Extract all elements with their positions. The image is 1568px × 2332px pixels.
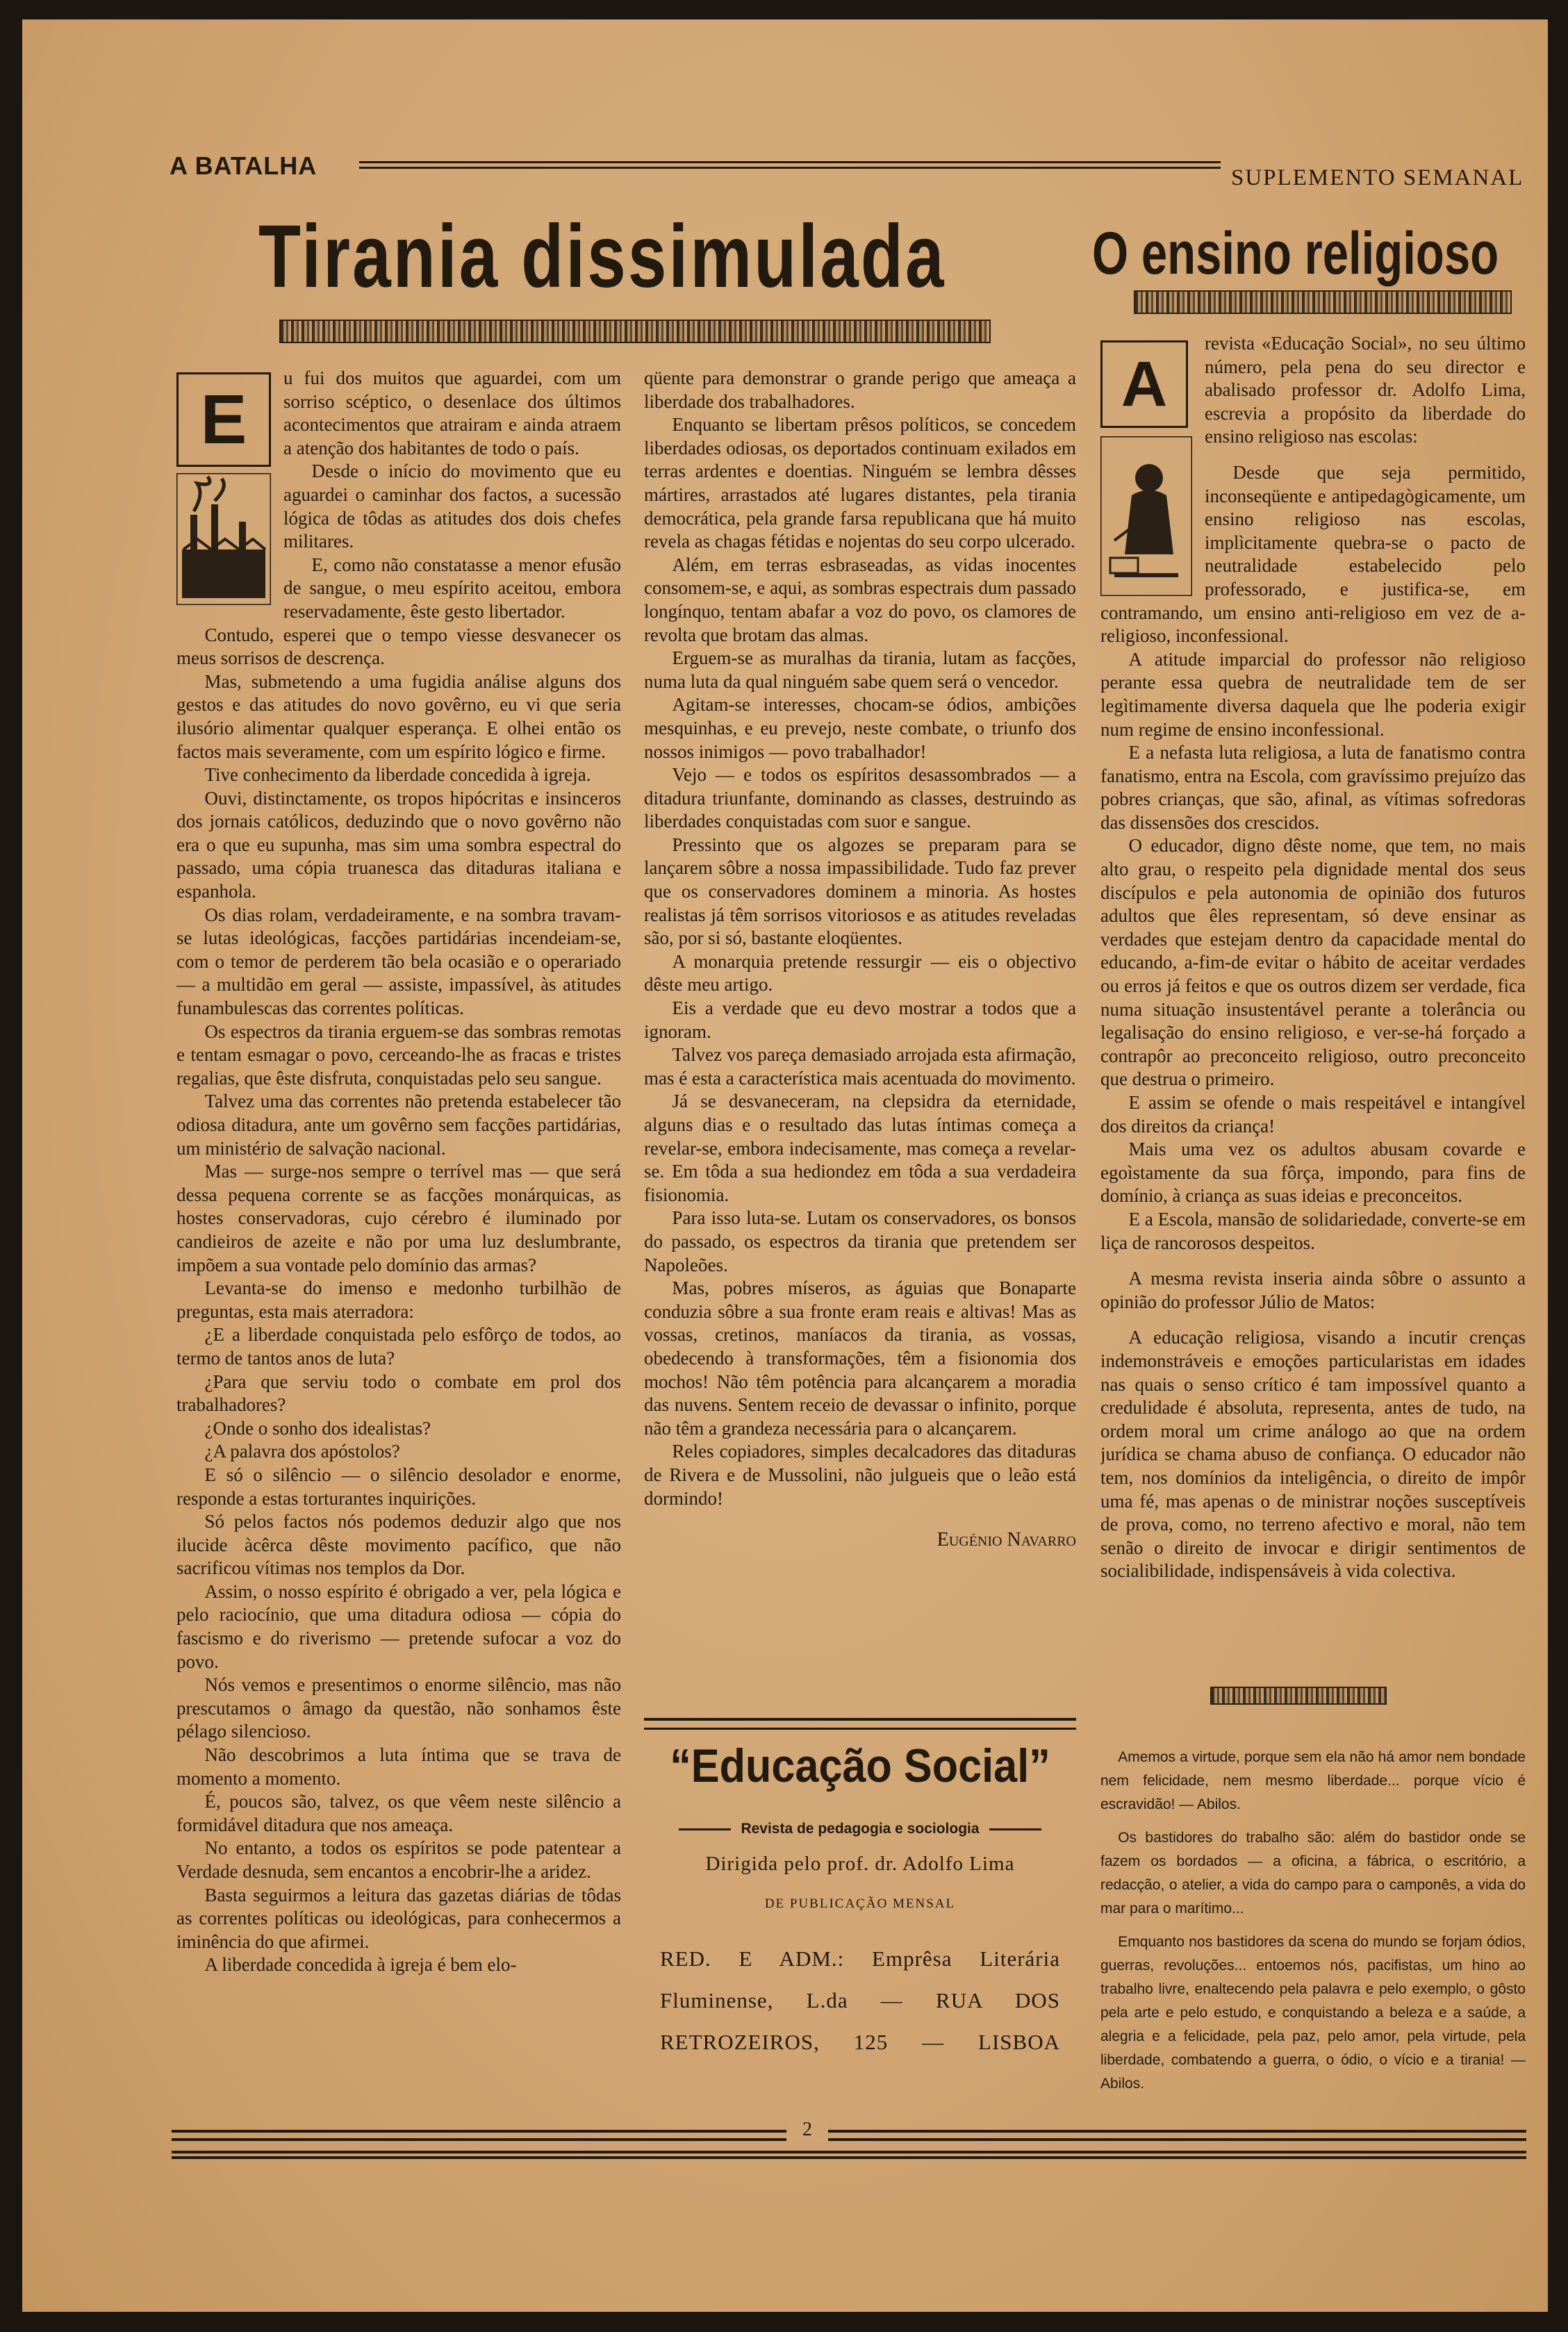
paragraph: No entanto, a todos os espíritos se pode patentear a Verdade desnuda, sem encantos a encobrir-lhe a aridez. (176, 1837, 621, 1882)
paragraph: Basta seguirmos a leitura das gazetas diárias de tôdas as correntes políticas ou ideológicas, para conhecermos a iminência do que afirmei. (176, 1884, 621, 1952)
paragraph: ¿Onde o sonho dos idealistas? (204, 1417, 431, 1439)
paragraph: Talvez vos pareça demasiado arrojada esta afirmação, mas é esta a característica mais acentuada do movimento. (644, 1044, 1076, 1089)
paragraph: Os espectros da tirania erguem-se das sombras remotas e tentam esmagar o povo, cerceando-lhe as fracas e tristes regalias, que êste disfruta, conquistadas pelo seu sangue. (176, 1020, 621, 1089)
ad-directed: Dirigida pelo prof. dr. Adolfo Lima (705, 1853, 1015, 1875)
paragraph: Só pelos factos nós podemos deduzir algo que nos ilucide àcêrca dêste movimento pacífico, que não sacrificou vítimas nos templos da Dor. (176, 1511, 621, 1579)
ad-address: RED. E ADM.: Emprêsa Literária Fluminense, L.da — RUA DOS RETROZEIROS, 125 — LISBOA (660, 1946, 1060, 2054)
paragraph: E só o silêncio — o silêncio desolador e enorme, responde a estas torturantes inquirições. (176, 1464, 621, 1509)
paragraph: Reles copiadores, simples decalcadores das ditaduras de Rivera e de Mussolini, não julgueis que o leão está dormindo! (644, 1441, 1076, 1509)
ad-title: “Educação Social” (670, 1739, 1050, 1792)
section-label: SUPLEMENTO SEMANAL (1231, 165, 1524, 190)
article1-column-1 (176, 367, 621, 2117)
paragraph: revista «Educação Social», no seu último número, pela pena do seu director e abalisado professor dr. Adolfo Lima, escrevia a propósito da liberdade do ensino religioso nas escolas: (1205, 333, 1526, 447)
paragraph: Pressinto que os algozes se preparam para se lançarem sôbre a nossa impassibilidade. Tudo faz prever que os conservadores dominem a minoria. As hostes realistas já têm sorrisos vitoriosos e as atitudes reveladas são, por si só, bastante eloqüentes. (644, 834, 1076, 949)
drop-cap-letter: A (1100, 340, 1188, 428)
paragraph: A mesma revista inseria ainda sôbre o assunto a opinião do professor Júlio de Matos: (1100, 1268, 1526, 1312)
ad-publication: DE PUBLICAÇÃO MENSAL (764, 1896, 956, 1911)
title-ornament-bar-2 (1134, 290, 1512, 314)
paragraph: Desde o início do movimento que eu aguardei o caminhar dos factos, a sucessão lógica de tôdas as atitudes dos dois chefes militares. (283, 461, 621, 552)
paragraph: Os dias rolam, verdadeiramente, e na sombra travam-se lutas ideológicas, facções partidárias incendeiam-se, com o temor de perderem tão bela ocasião e o operariado — a multidão em geral — assiste, impassível, às atitudes funambulescas das correntes políticas. (176, 904, 621, 1019)
maxim-item: Emquanto nos bastidores da scena do mundo se forjam ódios, guerras, revoluções... entoemos nós, pacifistas, um hino ao trabalho livre, enaltecendo pela palavra e pelo exemplo, o gôsto pela arte e pelo estudo, e conquistando a beleza e a saúde, a alegria e a felicidade, pela paz, pelo amor, pela virtude, pela liberdade, combatendo a guerra, o ódio, o vício e a tirania! — Abilos. (1100, 1934, 1526, 2092)
quote-paragraph: A educação religiosa, visando a incutir crenças indemonstráveis e emoções particularistas em idades nas quais o senso crítico é tam impossível quanto a credulidade é absoluta, representa, antes de tudo, na ordem moral um crime análogo ao que na ordem jurídica se chama abuso de confiança. O educador não tem, nos domínios da inteligência, o direito de impôr uma fé, mas apenas o de ministrar noções susceptíveis de prova, como, no terreno afectivo e moral, não tem senão o direito de invocar e dirigir sentimentos de socialibilidade, indispensáveis à vida colectiva. (1100, 1327, 1526, 1582)
article-title-ensino: O ensino religioso (1092, 220, 1499, 287)
paragraph: Além, em terras esbraseadas, as vidas inocentes consomem-se, e aqui, as sombras espectrais dum passado longínquo, tentam abafar a voz do povo, os clamores de revolta que brotam das almas. (644, 554, 1076, 645)
drop-cap-a (1100, 340, 1195, 597)
paragraph: A monarquia pretende ressurgir — eis o objectivo dêste meu artigo. (644, 950, 1076, 995)
paragraph: Não descobrimos a luta íntima que se trava de momento a momento. (176, 1744, 621, 1789)
header-rule (359, 161, 1221, 169)
paragraph: É, poucos são, talvez, os que vêem neste silêncio a formidável ditadura que nos ameaça. (176, 1791, 621, 1835)
maxim-item: Os bastidores do trabalho são: além do bastidor onde se fazem os bordados — a oficina, a fábrica, o escritório, a redacção, o atelier, a vida do campo para o camponês, a vida do mar para o marítimo... (1100, 1830, 1526, 1917)
paragraph: ¿Para que serviu todo o combate em prol dos trabalhadores? (176, 1371, 621, 1416)
paragraph: Já se desvaneceram, na clepsidra da eternidade, alguns dias e o resultado das lutas íntimas começa a revelar-se, embora indecisamente, mas começa a revelar-se. Em tôda a sua hediondez em tôda a sua verdadeira fisionomia. (644, 1091, 1076, 1205)
divider (679, 1828, 731, 1830)
title-ornament-bar (279, 320, 991, 343)
paragraph: E a Escola, mansão de solidariedade, converte-se em liça de rancorosos despeitos. (1100, 1208, 1526, 1253)
paragraph: Tive conhecimento da liberdade concedida à igreja. (204, 764, 591, 786)
paragraph: Agitam-se interesses, chocam-se ódios, ambições mesquinhas, e eu prevejo, neste combate, o triunfo dos nossos inimigos — povo trabalhador! (644, 694, 1076, 762)
paragraph: Mas — surge-nos sempre o terrível mas — que será dessa pequena corrente se as facções monárquicas, as hostes conservadoras, cujo cérebro é iluminado por candieiros de azeite e não por uma luz deslumbrante, impõem a sua vontade pelo domínio das armas? (176, 1161, 621, 1275)
paragraph: Erguem-se as muralhas da tirania, lutam as facções, numa luta da qual ninguém sabe quem será o vencedor. (644, 647, 1076, 692)
maxims-ornament-bar (1210, 1687, 1387, 1705)
factory-illustration-icon (176, 473, 271, 605)
paragraph: A liberdade concedida à igreja é bem elo- (204, 1954, 517, 1976)
paragraph: Eis a verdade que eu devo mostrar a todos que a ignoram. (644, 998, 1076, 1042)
box-top-rule (644, 1718, 1076, 1730)
article-title-tirania: Tirania dissimulada (258, 207, 946, 306)
paragraph: O educador, digno dêste nome, que tem, no mais alto grau, o respeito pela dignidade mental dos seus discípulos e pela autonomia de opinião dos futuros adultos que êles representam, só deve ensinar as verdades que estejam dentro da capacidade mental do educando, a-fim-de evitar o hábito de aceitar verdades ou erros já feitos e que os outros dizem ser verdade, fica numa situação insustentável perante a tolerância ou legalisação do ensino religioso, e ver-se-há forçado a contrapôr ao preconceito religioso, outro preconceito que destrua o primeiro. (1100, 835, 1526, 1090)
paragraph: ¿E a liberdade conquistada pelo esfôrço de todos, ao termo de tantos anos de luta? (176, 1324, 621, 1368)
newspaper-page (22, 19, 1548, 2312)
ad-subtitle-row (647, 1821, 1073, 1837)
paragraph: E assim se ofende o mais respeitável e intangível dos direitos da criança! (1100, 1092, 1526, 1136)
teacher-illustration-icon (1100, 436, 1192, 596)
paragraph: ¿A palavra dos apóstolos? (204, 1441, 400, 1462)
paragraph: Talvez uma das correntes não pretenda estabelecer tão odiosa ditadura, ante um govêrno sem facções partidárias, um ministério de salvação nacional. (176, 1091, 621, 1159)
paragraph: A atitude imparcial do professor não religioso perante essa quebra de neutralidade tem de ser legìtimamente diversa daquela que lhe poderia exigir num regime de ensino inconfessional. (1100, 648, 1526, 740)
paper-name: A BATALHA (170, 151, 317, 180)
paragraph: Vejo — e todos os espíritos desassombrados — a ditadura triunfante, dominando as classes, destruindo as liberdades conquistadas com suor e sangue. (644, 764, 1076, 832)
paragraph: E, como não constatasse a menor efusão de sangue, o meu espírito aceitou, embora reservadamente, êste gesto libertador. (283, 554, 621, 622)
author-signature: Eugénio Navarro (936, 1529, 1076, 1551)
drop-cap-e (176, 372, 274, 609)
footer-rule (172, 2130, 1526, 2141)
maxims-column (1100, 1746, 1526, 2114)
drop-cap-letter: E (176, 372, 271, 467)
paragraph: Mas, submetendo a uma fugidia análise alguns dos gestos e das atitudes do novo govêrno, eu vi que seria ilusório alimentar qualquer esperança. E olhei então os factos mais severamente, com um espírito lógico e firme. (176, 670, 621, 762)
paragraph: E a nefasta luta religiosa, a luta de fanatismo contra fanatismo, entra na Escola, com gravíssimo prejuízo das pobres crianças, que são, afinal, as vítimas sofredoras das dissensões dos crescidos. (1100, 742, 1526, 833)
maxim-item: Amemos a virtude, porque sem ela não há amor nem bondade nem felicidade, nem mesmo liberdade... porque vício é escravidão! — Abilos. (1100, 1749, 1526, 1812)
ad-subtitle: Revista de pedagogia e sociologia (741, 1821, 980, 1837)
paragraph: Mas, pobres míseros, as águias que Bonaparte conduzia sôbre a sua fronte eram reais e altivas! Mas as vossas, cretinos, maníacos da tirania, as vossas, obedecendo à transformações, têm a fisionomia dos mochos! Não têm potência para alcançarem a moradia das nuvens. Sentem receio de devassar o infinito, porque não têm a grandeza necessária para o alcançarem. (644, 1277, 1076, 1439)
quote-paragraph: Desde que seja permitido, inconseqüente e antipedagògicamente, um ensino religioso nas escolas, implìcitamente quebra-se o pacto de neutralidade estabelecido pelo professorado, e justifica-se, em contramando, um ensino anti-religioso em vez de a-religioso, inconfessional. (1100, 461, 1526, 647)
paragraph: qüente para demonstrar o grande perigo que ameaça a liberdade dos trabalhadores. (644, 367, 1076, 412)
footer-rule-2 (172, 2151, 1526, 2159)
paragraph: Mais uma vez os adultos abusam covarde e egoìstamente da sua fôrça, impondo, para fins de domínio, à criança as suas ideias e preconceitos. (1100, 1139, 1526, 1207)
ad-box-educacao-social (647, 1739, 1073, 2114)
article1-column-2 (644, 367, 1076, 1711)
article2-column (1100, 332, 1526, 1662)
paragraph: Levanta-se do imenso e medonho turbilhão de preguntas, esta mais aterradora: (176, 1277, 621, 1322)
paragraph: Ouvi, distinctamente, os tropos hipócritas e insinceros dos jornais católicos, deduzindo que o novo govêrno não era o que eu supunha, mas sim uma sombra espectral do passado, uma cópia truanesca das ditaduras italiana e espanhola. (176, 787, 621, 902)
divider (989, 1828, 1041, 1830)
paragraph: Nós vemos e presentimos o enorme silêncio, mas não prescutamos o âmago da questão, não sonhamos êste pélago silencioso. (176, 1674, 621, 1742)
paragraph: Para isso luta-se. Lutam os conservadores, os bonsos do passado, os espectros da tirania que pretendem ser Napoleões. (644, 1207, 1076, 1275)
page-number: 2 (786, 2119, 828, 2141)
paragraph: Contudo, esperei que o tempo viesse desvanecer os meus sorrisos de descrença. (176, 624, 621, 669)
paragraph: Enquanto se libertam prêsos políticos, se concedem liberdades odiosas, os deportados continuam exilados em terras ardentes e doentias. Ninguém se lembra dêsses mártires, arrastados até lugares distantes, pela tirania democrática, pela grande farsa republicana que há muito revela as chagas fétidas e nojentas do seu corpo ulcerado. (644, 414, 1076, 552)
paragraph: Assim, o nosso espírito é obrigado a ver, pela lógica e pelo raciocínio, que uma ditadura odiosa — cópia do fascismo e do riverismo — pretende sufocar a voz do povo. (176, 1580, 621, 1672)
paragraph: u fui dos muitos que aguardei, com um sorriso scéptico, o desenlace dos últimos acontecimentos que atrairam e ainda atraem a atenção dos habitantes de todo o país. (283, 367, 621, 458)
